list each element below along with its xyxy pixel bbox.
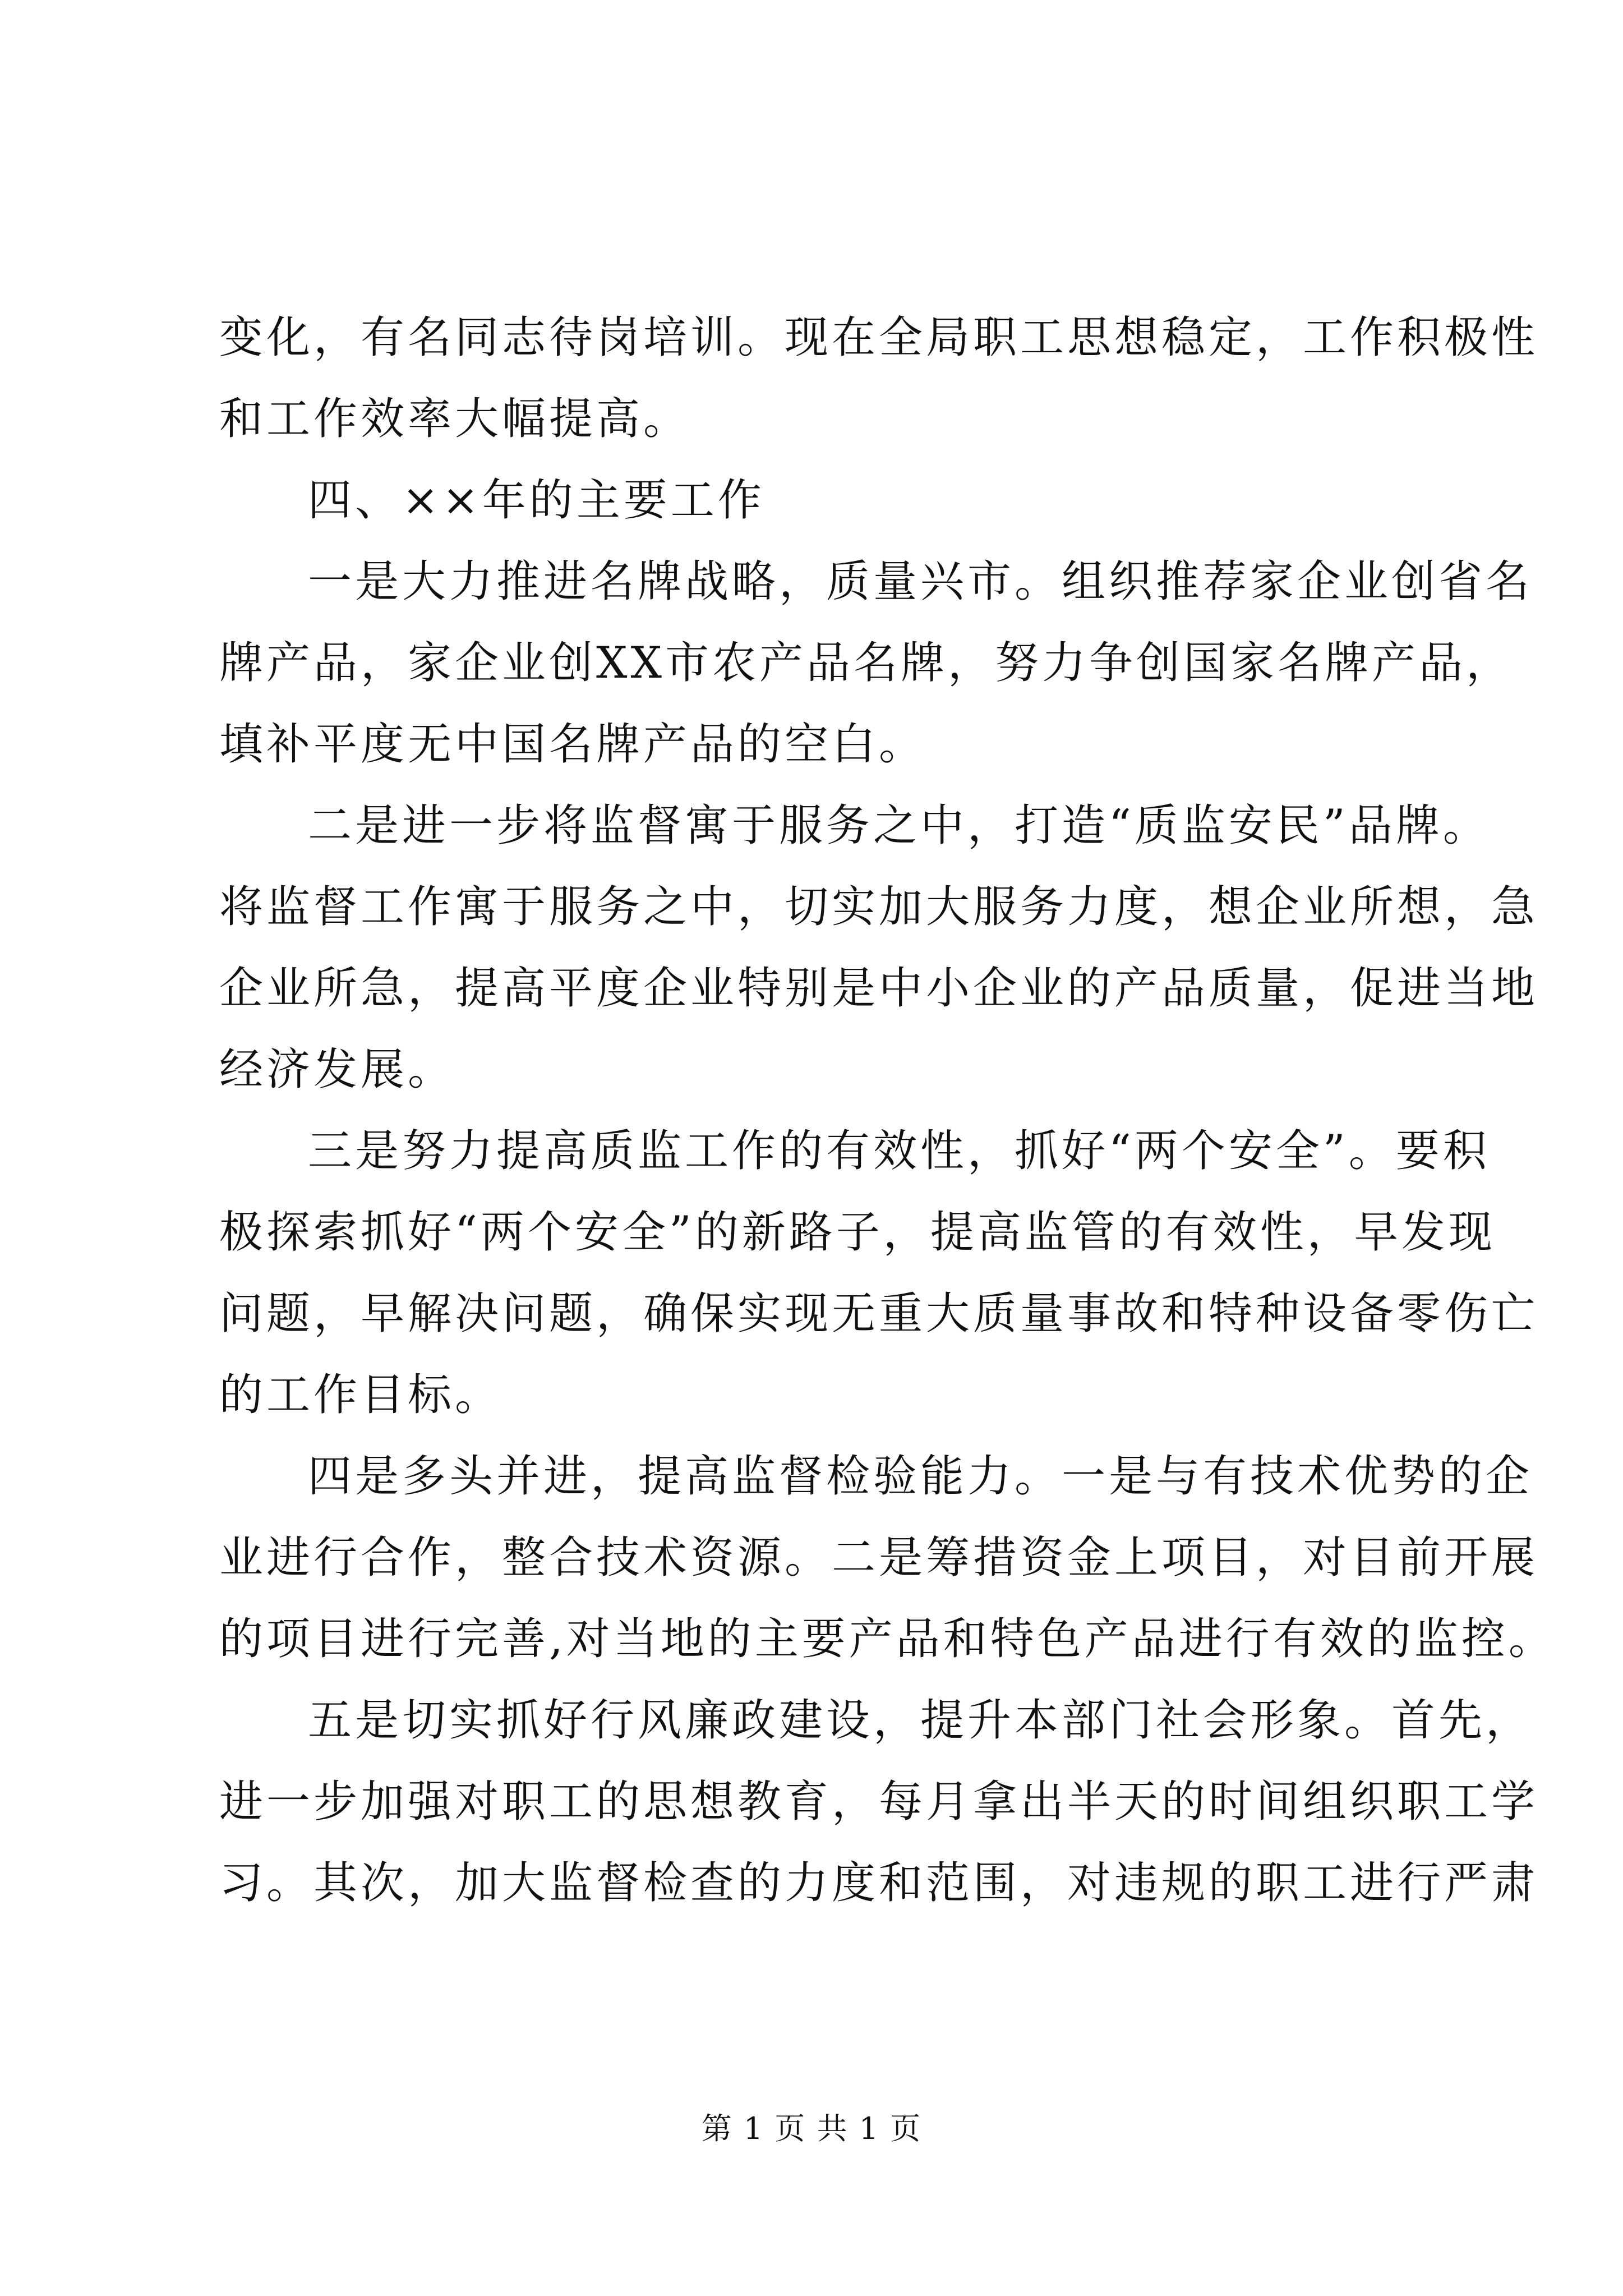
page-footer: 第 1 页 共 1 页: [701, 2111, 922, 2146]
text-line: 四是多头并进，提高监督检验能力。一是与有技术优势的企: [308, 1451, 1533, 1502]
text-line: 三是努力提高质监工作的有效性，抓好“两个安全”。要积: [308, 1126, 1490, 1176]
text-line: 进一步加强对职工的思想教育，每月拿出半天的时间组织职工学: [219, 1777, 1539, 1827]
text-line: 企业所急，提高平度企业特别是中小企业的产品质量，促进当地: [219, 963, 1539, 1014]
text-line: 习。其次，加大监督检查的力度和范围，对违规的职工进行严肃: [219, 1858, 1539, 1908]
text-line: 的项目进行完善,对当地的主要产品和特色产品进行有效的监控。: [219, 1614, 1556, 1664]
text-line: 五是切实抓好行风廉政建设，提升本部门社会形象。首先，: [308, 1695, 1533, 1746]
text-line: 问题，早解决问题，确保实现无重大质量事故和特种设备零伤亡: [219, 1289, 1539, 1339]
document-body: [219, 297, 1556, 1924]
text-line: 将监督工作寓于服务之中，切实加大服务力度，想企业所想，急: [219, 882, 1539, 932]
text-line: 填补平度无中国名牌产品的空白。: [219, 719, 926, 770]
text-line: 极探索抓好“两个安全”的新路子，提高监管的有效性，早发现: [219, 1207, 1496, 1258]
text-line: 四、××年的主要工作: [308, 475, 765, 526]
text-line: 一是大力推进名牌战略，质量兴市。组织推荐家企业创省名: [308, 556, 1533, 607]
text-line: 的工作目标。: [219, 1370, 502, 1420]
text-line: 变化，有名同志待岗培训。现在全局职工思想稳定，工作积极性: [219, 312, 1539, 363]
text-line: 和工作效率大幅提高。: [219, 394, 691, 444]
text-line: 经济发展。: [219, 1045, 455, 1095]
text-line: 业进行合作，整合技术资源。二是筹措资金上项目，对目前开展: [219, 1533, 1539, 1583]
text-line: 二是进一步将监督寓于服务之中，打造“质监安民”品牌。: [308, 800, 1490, 851]
text-line: 牌产品，家企业创XX市农产品名牌，努力争创国家名牌产品，: [219, 638, 1514, 688]
